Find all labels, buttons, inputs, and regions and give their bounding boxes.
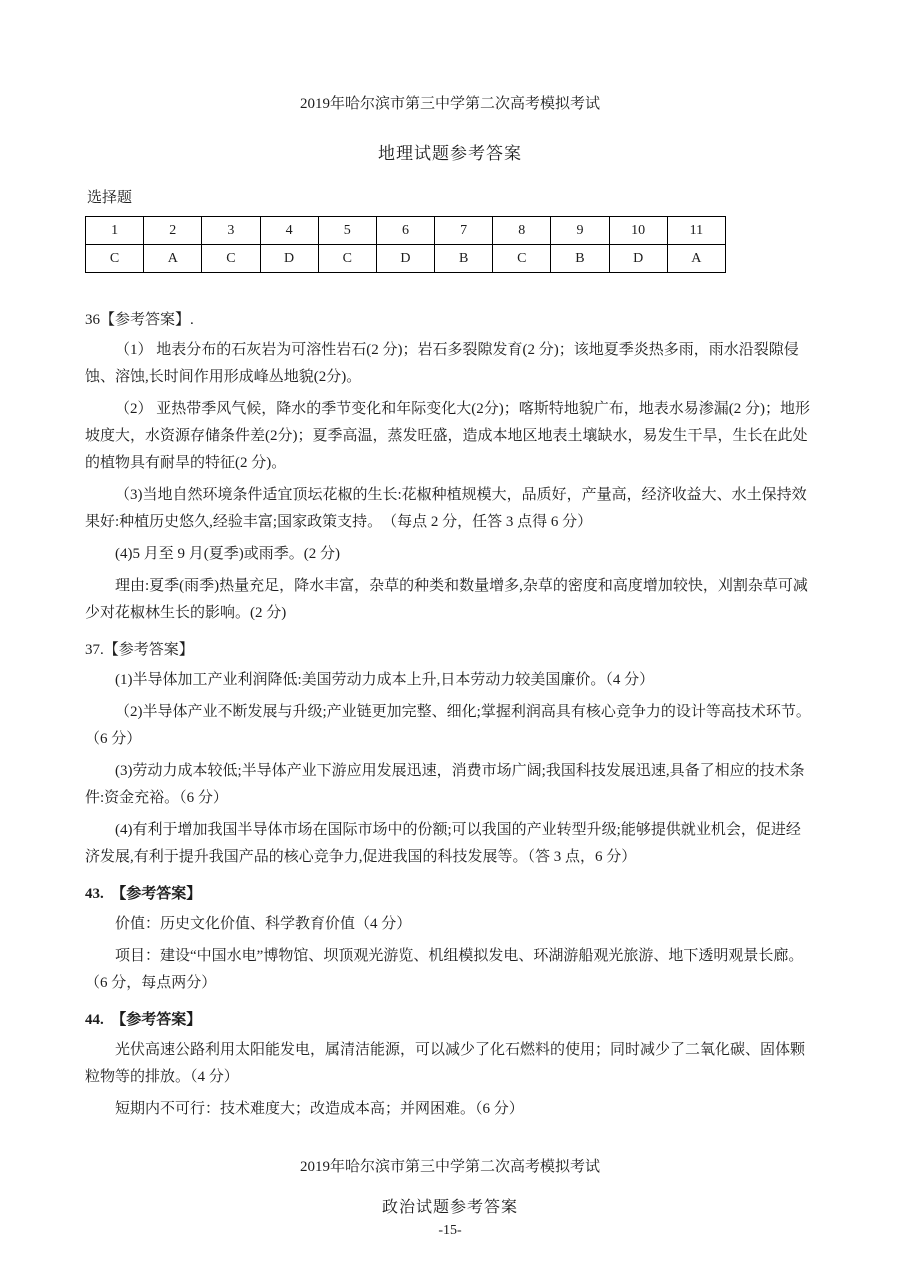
answer-cell: D [376,245,434,273]
section-q36 [85,307,815,627]
answer-cell: D [260,245,318,273]
table-header-cell: 6 [376,217,434,245]
section-heading: 44. 【参考答案】 [85,1012,202,1028]
choice-section-label: 选择题 [87,190,133,206]
answer-cell: C [493,245,551,273]
answer-cell: D [609,245,667,273]
paragraph: （2)半导体产业不断发展与升级;产业链更加完整、细化;掌握利润高具有核心竞争力的设计等高技术环节。（6 分） [85,704,811,747]
section-heading: 43. 【参考答案】 [85,886,202,902]
answer-table-answer-row [86,245,726,273]
section-q37 [85,637,815,871]
answer-cell: B [435,245,493,273]
section-heading: 36【参考答案】. [85,312,194,328]
paragraph: （2） 亚热带季风气候，降水的季节变化和年际变化大(2分)；喀斯特地貌广布，地表水易渗漏(2 分)；地形坡度大，水资源存储条件差(2分)；夏季高温，蒸发旺盛，造成本地区地表土壤缺水，易发生干旱，生长在此处的植物具有耐旱的特征(2 分)。 [85,401,810,471]
answer-cell: B [551,245,609,273]
paragraph: (4)5 月至 9 月(夏季)或雨季。(2 分) [115,546,340,562]
footer-subtitle: 政治试题参考答案 [381,1199,518,1216]
table-header-cell: 2 [144,217,202,245]
paragraph: (4)有利于增加我国半导体市场在国际市场中的份额;可以我国的产业转型升级;能够提供就业机会，促进经济发展,有利于提升我国产品的核心竞争力,促进我国的科技发展等。（答 3 点，6 分） [85,822,801,865]
answer-table [85,216,726,273]
section-heading: 37.【参考答案】 [85,642,194,658]
footer-title: 2019年哈尔滨市第三中学第二次高考模拟考试 [299,1159,600,1175]
paragraph: 光伏高速公路利用太阳能发电，属清洁能源，可以减少了化石燃料的使用；同时减少了二氧化碳、固体颗粒物等的排放。（4 分） [85,1042,806,1085]
answer-cell: A [144,245,202,273]
paragraph: （1） 地表分布的石灰岩为可溶性岩石(2 分)；岩石多裂隙发育(2 分)；该地夏季炎热多雨，雨水沿裂隙侵蚀、溶蚀,长时间作用形成峰丛地貌(2分)。 [85,342,799,385]
table-header-cell: 8 [493,217,551,245]
answer-cell: C [202,245,260,273]
paragraph: 短期内不可行：技术难度大；改造成本高；并网困难。（6 分） [115,1101,524,1117]
answer-cell: C [86,245,144,273]
doc-title: 2019年哈尔滨市第三中学第二次高考模拟考试 [299,96,600,112]
answer-cell: A [667,245,725,273]
answer-table-header-row [86,217,726,245]
table-header-cell: 9 [551,217,609,245]
section-q44 [85,1007,815,1123]
paragraph: （3)当地自然环境条件适宜顶坛花椒的生长:花椒种植规模大，品质好，产量高，经济收益大、水土保持效果好:种植历史悠久,经验丰富;国家政策支持。 （每点 2 分，任答 3 点得 6 分） [85,487,807,530]
table-header-cell: 11 [667,217,725,245]
page-footer [85,1155,815,1239]
answer-body [85,307,815,1123]
section-q43 [85,881,815,997]
table-header-cell: 7 [435,217,493,245]
table-header-cell: 3 [202,217,260,245]
table-header-cell: 5 [318,217,376,245]
table-header-cell: 1 [86,217,144,245]
doc-subtitle: 地理试题参考答案 [378,144,522,163]
paragraph: 理由:夏季(雨季)热量充足，降水丰富，杂草的种类和数量增多,杂草的密度和高度增加较快，刈割杂草可减少对花椒林生长的影响。(2 分) [85,578,808,621]
table-header-cell: 4 [260,217,318,245]
answer-cell: C [318,245,376,273]
paragraph: 项目：建设“中国水电”博物馆、坝顶观光游览、机组模拟发电、环湖游船观光旅游、地下透明观景长廊。（6 分，每点两分） [85,948,804,991]
paragraph: (3)劳动力成本较低;半导体产业下游应用发展迅速，消费市场广阔;我国科技发展迅速,具备了相应的技术条件:资金充裕。（6 分） [85,763,805,806]
paragraph: 价值：历史文化价值、科学教育价值（4 分） [115,916,412,932]
page-number: -15- [438,1223,462,1238]
paragraph: (1)半导体加工产业利润降低:美国劳动力成本上升,日本劳动力较美国廉价。（4 分） [115,672,655,688]
table-header-cell: 10 [609,217,667,245]
